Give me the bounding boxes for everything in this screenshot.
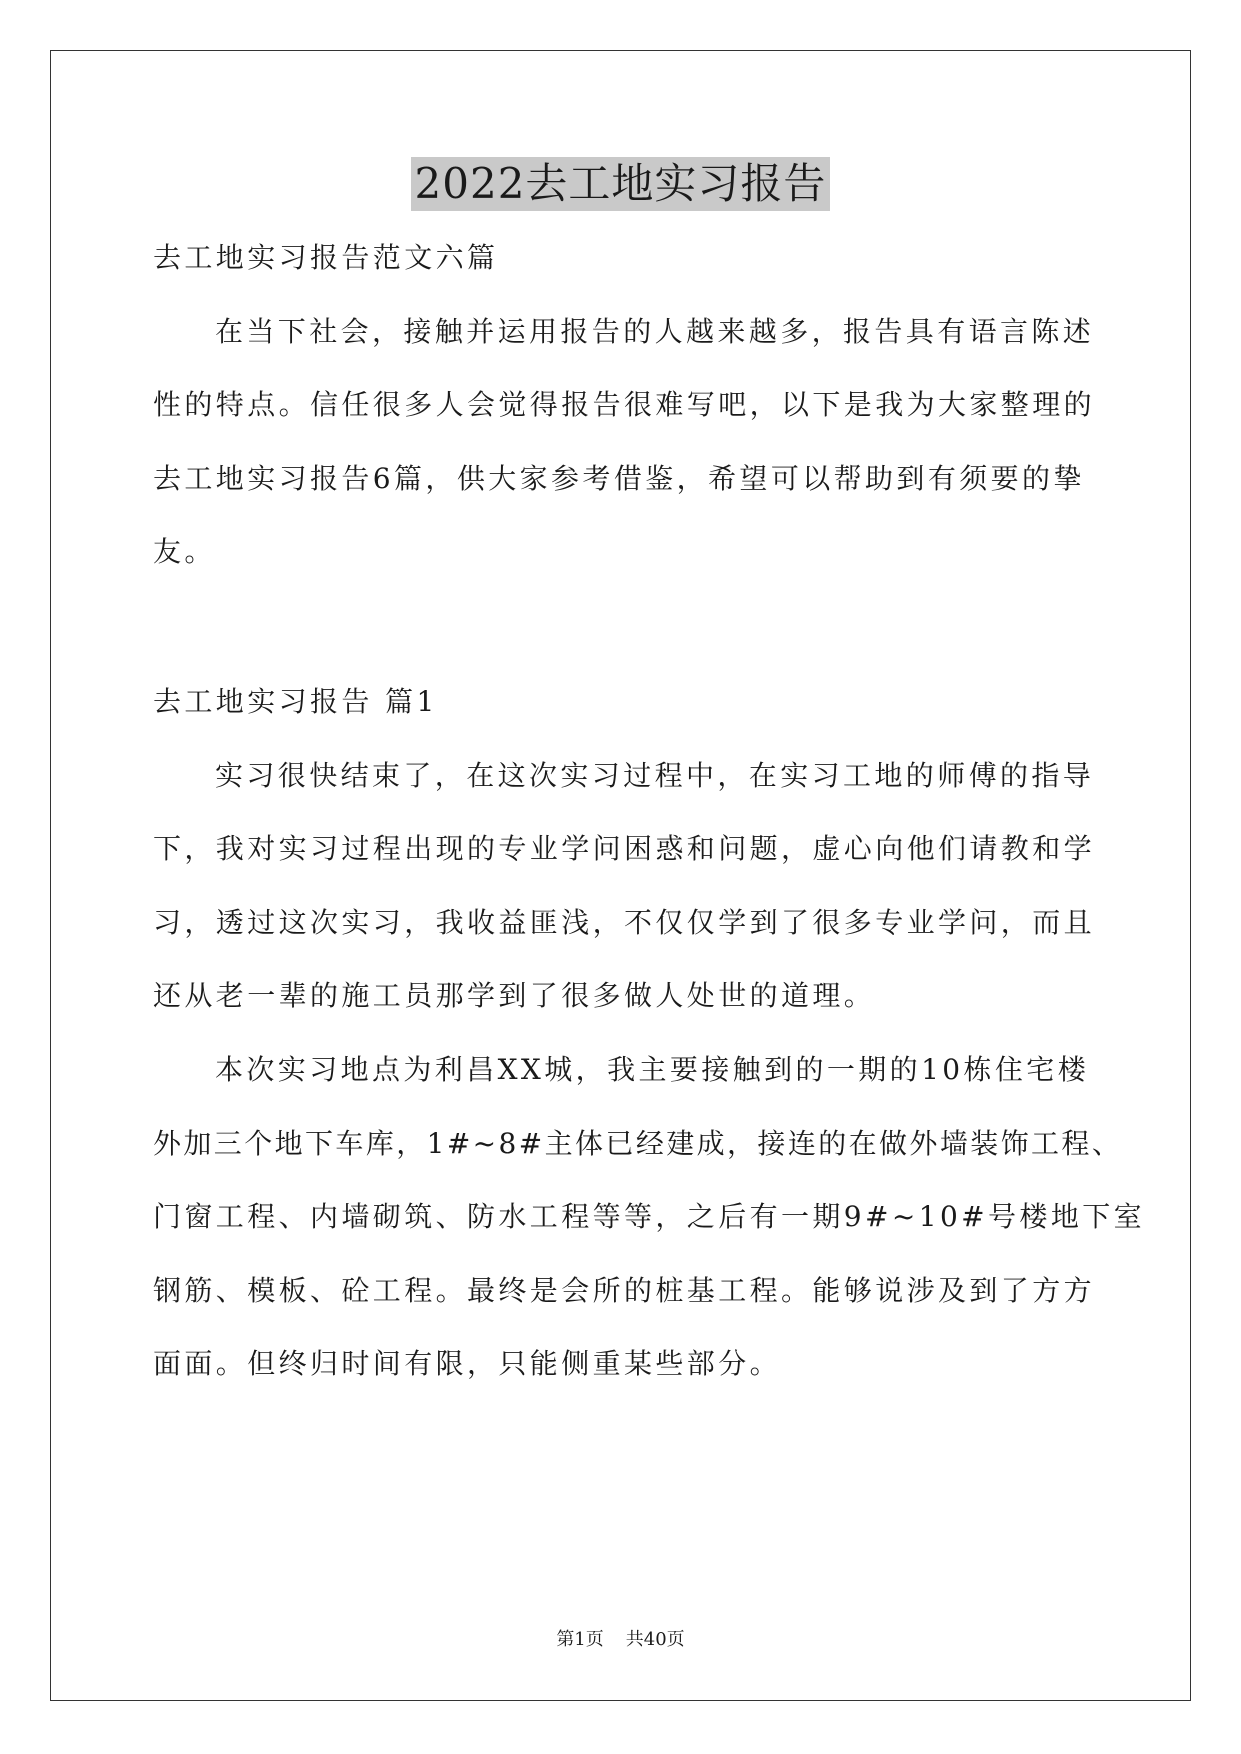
intro-line-1: 在当下社会，接触并运用报告的人越来越多，报告具有语言陈述 [215, 315, 1095, 348]
document-subtitle: 去工地实习报告范文六篇 [153, 241, 499, 274]
intro-line-2: 性的特点。信任很多人会觉得报告很难写吧，以下是我为大家整理的 [153, 388, 1096, 421]
document-title [0, 157, 1241, 214]
para1-line-4: 还从老一辈的施工员那学到了很多做人处世的道理。 [153, 979, 876, 1012]
intro-line-3: 去工地实习报告6篇，供大家参考借鉴，希望可以帮助到有须要的挚 [153, 462, 1085, 495]
page-border [50, 50, 1191, 1701]
page-footer [0, 1627, 1241, 1653]
para1-line-1: 实习很快结束了，在这次实习过程中，在实习工地的师傅的指导 [215, 759, 1095, 792]
para2-line-2: 外加三个地下车库，1#~8#主体已经建成，接连的在做外墙装饰工程、 [153, 1127, 1123, 1160]
para2-line-4: 钢筋、模板、砼工程。最终是会所的桩基工程。能够说涉及到了方方 [153, 1274, 1096, 1307]
section-heading: 去工地实习报告 篇1 [153, 685, 438, 718]
para2-line-1: 本次实习地点为利昌XX城，我主要接触到的一期的10栋住宅楼 [215, 1053, 1090, 1086]
page-number-current: 第1页 [556, 1629, 604, 1650]
para1-line-3: 习，透过这次实习，我收益匪浅，不仅仅学到了很多专业学问，而且 [153, 906, 1096, 939]
page-number-total: 共40页 [625, 1629, 685, 1650]
para2-line-5: 面面。但终归时间有限，只能侧重某些部分。 [153, 1347, 782, 1380]
intro-line-4: 友。 [153, 535, 216, 568]
para2-line-3: 门窗工程、内墙砌筑、防水工程等等，之后有一期9#~10#号楼地下室 [153, 1200, 1146, 1233]
document-title-text: 2022去工地实习报告 [411, 157, 831, 211]
para1-line-2: 下，我对实习过程出现的专业学问困惑和问题，虚心向他们请教和学 [153, 832, 1096, 865]
